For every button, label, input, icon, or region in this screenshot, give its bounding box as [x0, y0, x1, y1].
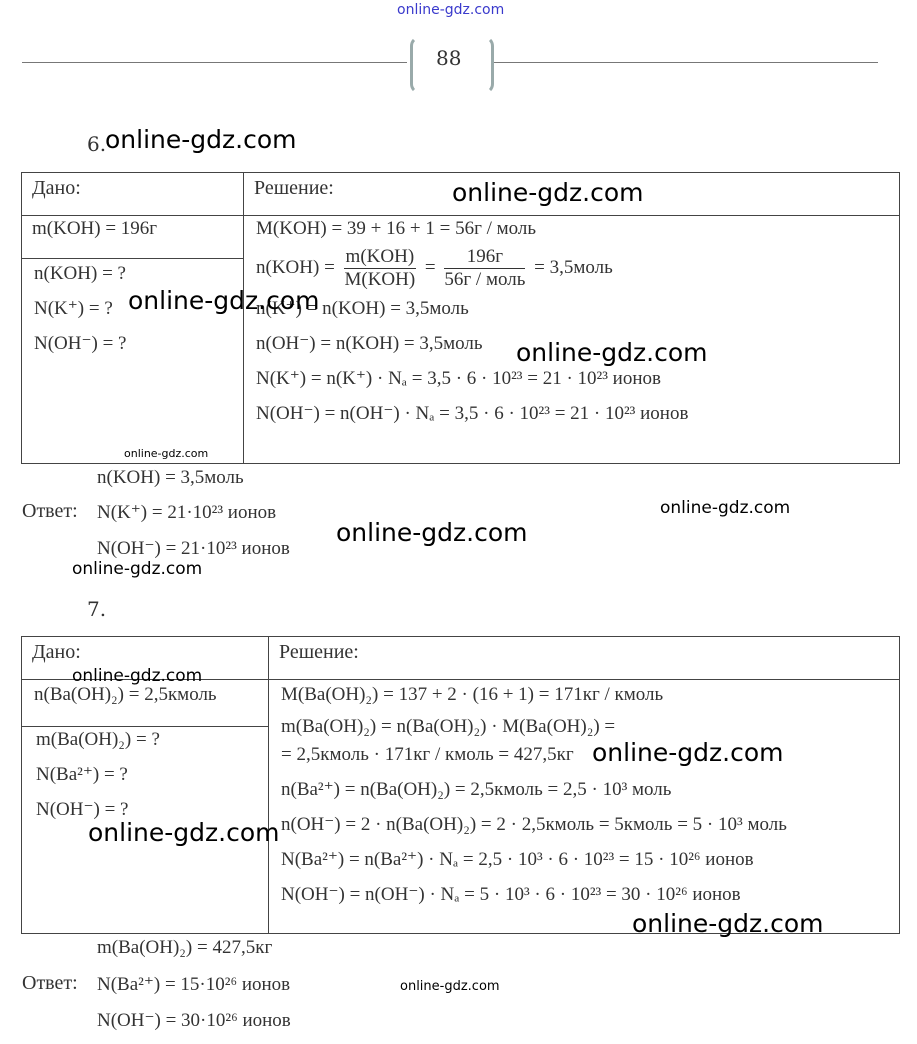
- watermark: online-gdz.com: [336, 518, 528, 547]
- task6-step-n-k: n(K⁺) = n(KOH) = 3,5моль: [256, 298, 469, 319]
- header-rule-left: [22, 62, 407, 63]
- task6-answer-2: N(K⁺) = 21·10²³ ионов: [97, 502, 277, 523]
- page-number: 88: [436, 46, 462, 70]
- watermark: online-gdz.com: [72, 666, 203, 686]
- watermark: online-gdz.com: [124, 447, 209, 460]
- task7-number: 7.: [87, 597, 107, 621]
- watermark: online-gdz.com: [592, 738, 784, 767]
- task7-answer-3: N(OH⁻) = 30·10²⁶ ионов: [97, 1010, 291, 1031]
- task6-answer-1: n(KOH) = 3,5моль: [97, 467, 244, 488]
- task7-step-count-ba: N(Ba²⁺) = n(Ba²⁺) · Nₐ = 2,5 · 10³ · 6 · 10²³ = 15 · 10²⁶ ионов: [281, 849, 754, 870]
- task6-fraction-2-den: 56г / моль: [444, 269, 526, 290]
- task7-answer-label: Ответ:: [22, 972, 78, 994]
- task6-answer-label: Ответ:: [22, 500, 78, 522]
- header-rule-right: [491, 62, 878, 63]
- task6-step-count-oh: N(OH⁻) = n(OH⁻) · Nₐ = 3,5 · 6 · 10²³ = 21 · 10²³ ионов: [256, 403, 689, 424]
- task7-unknown-n-ba: N(Ba²⁺) = ?: [36, 764, 128, 785]
- task7-step-n-ba: n(Ba²⁺) = n(Ba(OH)₂) = 2,5кмоль = 2,5 · 10³ моль: [281, 779, 672, 800]
- task6-step-moles: [256, 246, 899, 291]
- task6-step-moles-right: = 3,5моль: [534, 256, 613, 278]
- task6-table: [21, 172, 900, 464]
- task7-step-n-oh: n(OH⁻) = 2 · n(Ba(OH)₂) = 2 · 2,5кмоль = 5кмоль = 5 · 10³ моль: [281, 814, 787, 835]
- task6-unknown-n-koh: n(KOH) = ?: [34, 263, 126, 284]
- watermark: online-gdz.com: [660, 498, 791, 518]
- task6-given-header: Дано:: [32, 177, 81, 199]
- site-header-link[interactable]: online-gdz.com: [397, 2, 505, 18]
- task6-fraction-1-num: m(KOH): [345, 246, 415, 267]
- task6-answer-3: N(OH⁻) = 21·10²³ ионов: [97, 538, 290, 559]
- task6-fraction-2: [444, 246, 525, 291]
- task7-given-header: Дано:: [32, 641, 81, 663]
- watermark: online-gdz.com: [516, 338, 708, 367]
- task6-fraction-1: [344, 246, 417, 291]
- task7-answer-1: m(Ba(OH)₂) = 427,5кг: [97, 937, 273, 958]
- task6-step-moles-left: n(KOH) =: [256, 256, 335, 278]
- watermark: online-gdz.com: [452, 178, 644, 207]
- watermark: online-gdz.com: [105, 125, 297, 154]
- watermark: online-gdz.com: [72, 559, 203, 579]
- watermark: online-gdz.com: [88, 818, 280, 847]
- watermark: online-gdz.com: [632, 909, 824, 938]
- task6-given-mass: m(KOH) = 196г: [32, 218, 158, 239]
- watermark: online-gdz.com: [128, 286, 320, 315]
- watermark: online-gdz.com: [400, 979, 500, 994]
- task7-unknown-n-oh: N(OH⁻) = ?: [36, 799, 129, 820]
- task6-step-count-k: N(K⁺) = n(K⁺) · Nₐ = 3,5 · 6 · 10²³ = 21 · 10²³ ионов: [256, 368, 661, 389]
- task7-step-molar-mass: M(Ba(OH)₂) = 137 + 2 · (16 + 1) = 171кг / кмоль: [281, 684, 664, 705]
- task6-fraction-2-num: 196г: [444, 246, 525, 269]
- task7-answer-2: N(Ba²⁺) = 15·10²⁶ ионов: [97, 974, 291, 995]
- task6-unknown-n-oh: N(OH⁻) = ?: [34, 333, 127, 354]
- task6-step-n-oh: n(OH⁻) = n(KOH) = 3,5моль: [256, 333, 483, 354]
- task7-step-count-oh: N(OH⁻) = n(OH⁻) · Nₐ = 5 · 10³ · 6 · 10²³ = 30 · 10²⁶ ионов: [281, 884, 741, 905]
- task6-unknown-n-k: N(K⁺) = ?: [34, 298, 113, 319]
- task7-step-mass: m(Ba(OH)₂) = n(Ba(OH)₂) · M(Ba(OH)₂) =: [281, 716, 616, 737]
- task7-unknown-mass: m(Ba(OH)₂) = ?: [36, 729, 160, 750]
- task7-step-mass-value: = 2,5кмоль · 171кг / кмоль = 427,5кг: [281, 744, 574, 765]
- task7-given-moles: n(Ba(OH)₂) = 2,5кмоль: [34, 684, 217, 705]
- task6-step-molar-mass: M(KOH) = 39 + 16 + 1 = 56г / моль: [256, 218, 537, 239]
- task7-solution-header: Решение:: [279, 641, 359, 663]
- task6-equals: =: [424, 256, 436, 278]
- task6-fraction-1-den: M(KOH): [344, 269, 416, 290]
- task6-number: 6.: [87, 132, 107, 156]
- task6-solution-header: Решение:: [254, 177, 334, 199]
